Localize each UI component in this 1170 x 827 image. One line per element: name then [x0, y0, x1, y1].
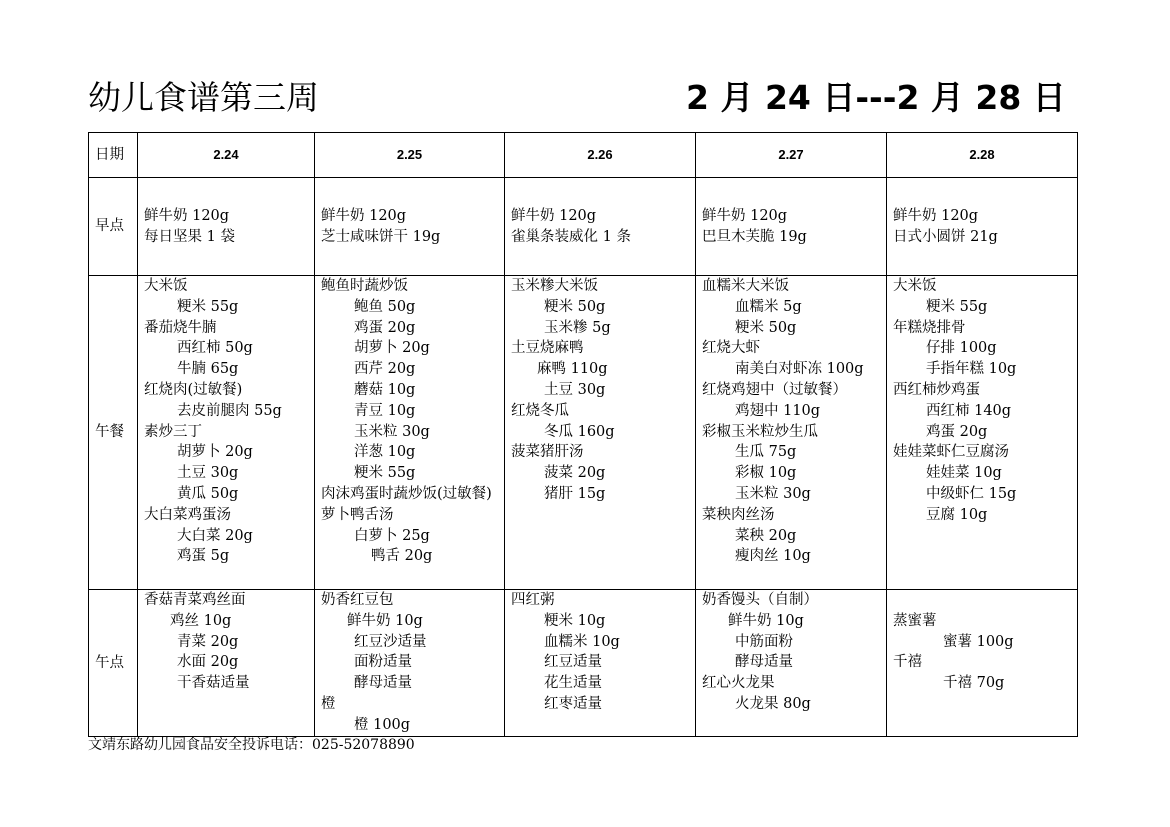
snack-cell — [887, 590, 1078, 737]
ingredient: 鸡丝 10g — [170, 612, 232, 629]
breakfast-cell — [138, 178, 315, 276]
dish-name: 玉米糁大米饭 — [511, 278, 598, 294]
date-header: 2.28 — [887, 133, 1078, 178]
ingredient: 蜜薯 100g — [943, 633, 1014, 650]
table-header-row — [89, 133, 1078, 178]
table-row — [89, 590, 1078, 737]
ingredient: 鸡蛋 20g — [354, 319, 416, 336]
ingredient: 鸭舌 20g — [371, 548, 433, 565]
dish-name: 素炒三丁 — [144, 423, 202, 440]
ingredient: 鸡翅中 110g — [735, 402, 821, 419]
ingredient: 冬瓜 160g — [544, 423, 615, 440]
table-row — [89, 276, 1078, 590]
dish-name: 肉沫鸡蛋时蔬炒饭(过敏餐) — [321, 485, 492, 502]
page-title: 幼儿食谱第三周 — [88, 78, 319, 117]
ingredient: 豆腐 10g — [926, 506, 988, 523]
ingredient: 大白菜 20g — [177, 527, 253, 544]
ingredient: 中筋面粉 — [735, 633, 793, 650]
lunch-cell — [887, 276, 1078, 590]
dish-name: 红烧肉(过敏餐) — [144, 381, 243, 398]
breakfast-cell — [887, 178, 1078, 276]
ingredient: 千禧 70g — [943, 675, 1005, 692]
date-range: 2 月 24 日---2 月 28 日 — [686, 78, 1066, 117]
ingredient: 黄瓜 50g — [177, 485, 239, 502]
breakfast-cell — [315, 178, 505, 276]
ingredient: 仔排 100g — [926, 340, 997, 357]
snack-cell — [505, 590, 696, 737]
ingredient: 红豆适量 — [544, 654, 602, 671]
ingredient: 粳米 10g — [544, 612, 606, 629]
dish-name: 大白菜鸡蛋汤 — [144, 506, 231, 523]
ingredient: 粳米 55g — [354, 465, 416, 482]
ingredient: 白萝卜 25g — [354, 527, 430, 544]
date-header: 2.25 — [315, 133, 505, 178]
ingredient: 鸡蛋 20g — [926, 423, 988, 440]
dish-name: 红心火龙果 — [702, 675, 775, 692]
ingredient: 土豆 30g — [177, 465, 239, 482]
ingredient: 干香菇适量 — [177, 675, 250, 692]
dish-name: 彩椒玉米粒炒生瓜 — [702, 423, 818, 440]
dish-name: 大米饭 — [893, 278, 937, 294]
snack-cell — [138, 590, 315, 737]
ingredient: 青豆 10g — [354, 402, 416, 419]
ingredient: 玉米粒 30g — [735, 485, 811, 502]
ingredient: 西红柿 50g — [177, 340, 253, 357]
menu-line: 日式小圆饼 21g — [893, 228, 998, 245]
dish-name: 红烧冬瓜 — [511, 402, 569, 419]
ingredient: 西芹 20g — [354, 361, 416, 378]
dish-name: 千禧 — [893, 654, 922, 671]
menu-line: 鲜牛奶 120g — [702, 207, 788, 224]
menu-line: 芝士咸味饼干 19g — [321, 228, 441, 245]
dish-name: 蒸蜜薯 — [893, 612, 937, 629]
dish-name: 菠菜猪肝汤 — [511, 444, 584, 461]
ingredient: 西红柿 140g — [926, 402, 1012, 419]
ingredient: 娃娃菜 10g — [926, 465, 1002, 482]
menu-line: 鲜牛奶 120g — [511, 207, 597, 224]
dish-name: 鲍鱼时蔬炒饭 — [321, 278, 408, 294]
ingredient: 血糯米 10g — [544, 633, 620, 650]
breakfast-cell — [696, 178, 887, 276]
lunch-cell — [696, 276, 887, 590]
row-label-lunch: 午餐 — [89, 276, 138, 590]
dish-name: 萝卜鸭舌汤 — [321, 506, 394, 523]
lunch-cell — [315, 276, 505, 590]
dish-name: 红烧鸡翅中（过敏餐） — [702, 381, 847, 398]
menu-line: 雀巢条装威化 1 条 — [511, 228, 631, 245]
dish-name: 西红柿炒鸡蛋 — [893, 381, 980, 398]
ingredient: 水面 20g — [177, 654, 239, 671]
dish-name: 橙 — [321, 695, 336, 712]
ingredient: 鲜牛奶 10g — [347, 612, 423, 629]
menu-line: 鲜牛奶 120g — [893, 207, 979, 224]
ingredient: 菠菜 20g — [544, 465, 606, 482]
ingredient: 瘦肉丝 10g — [735, 548, 811, 565]
blank-line — [893, 590, 1071, 611]
ingredient: 麻鸭 110g — [537, 361, 608, 378]
ingredient: 酵母适量 — [735, 654, 793, 671]
ingredient: 粳米 50g — [544, 298, 606, 315]
dish-name: 香菇青菜鸡丝面 — [144, 592, 246, 608]
ingredient: 鲜牛奶 10g — [728, 612, 804, 629]
ingredient: 彩椒 10g — [735, 465, 797, 482]
dish-name: 年糕烧排骨 — [893, 319, 966, 336]
lunch-cell — [138, 276, 315, 590]
menu-table — [88, 132, 1078, 737]
ingredient: 血糯米 5g — [735, 298, 802, 315]
dish-name: 红烧大虾 — [702, 340, 760, 357]
date-header: 2.24 — [138, 133, 315, 178]
ingredient: 生瓜 75g — [735, 444, 797, 461]
menu-line: 鲜牛奶 120g — [321, 207, 407, 224]
menu-line: 巴旦木芙脆 19g — [702, 228, 807, 245]
ingredient: 牛腩 65g — [177, 361, 239, 378]
dish-name: 菜秧肉丝汤 — [702, 506, 775, 523]
date-header: 2.27 — [696, 133, 887, 178]
dish-name: 奶香红豆包 — [321, 592, 394, 608]
ingredient: 粳米 55g — [177, 298, 239, 315]
ingredient: 红枣适量 — [544, 695, 602, 712]
ingredient: 玉米粒 30g — [354, 423, 430, 440]
ingredient: 胡萝卜 20g — [177, 444, 253, 461]
ingredient: 橙 100g — [354, 716, 411, 733]
ingredient: 土豆 30g — [544, 381, 606, 398]
ingredient: 蘑菇 10g — [354, 381, 416, 398]
dish-name: 娃娃菜虾仁豆腐汤 — [893, 444, 1009, 461]
menu-line: 每日坚果 1 袋 — [144, 228, 235, 245]
ingredient: 中级虾仁 15g — [926, 485, 1017, 502]
ingredient: 鲍鱼 50g — [354, 298, 416, 315]
dish-name: 血糯米大米饭 — [702, 278, 789, 294]
complaint-hotline: 文靖东路幼儿园食品安全投诉电话：025-52078890 — [88, 737, 415, 753]
ingredient: 洋葱 10g — [354, 444, 416, 461]
table-row — [89, 178, 1078, 276]
ingredient: 猪肝 15g — [544, 485, 606, 502]
dish-name: 奶香馒头（自制） — [702, 592, 818, 608]
ingredient: 火龙果 80g — [735, 695, 811, 712]
ingredient: 胡萝卜 20g — [354, 340, 430, 357]
dish-name: 大米饭 — [144, 278, 188, 294]
corner-label: 日期 — [89, 133, 138, 178]
ingredient: 红豆沙适量 — [354, 633, 427, 650]
snack-cell — [696, 590, 887, 737]
ingredient: 青菜 20g — [177, 633, 239, 650]
ingredient: 酵母适量 — [354, 675, 412, 692]
ingredient: 粳米 55g — [926, 298, 988, 315]
ingredient: 手指年糕 10g — [926, 361, 1017, 378]
ingredient: 玉米糁 5g — [544, 319, 611, 336]
snack-cell — [315, 590, 505, 737]
ingredient: 去皮前腿肉 55g — [177, 402, 282, 419]
ingredient: 菜秧 20g — [735, 527, 797, 544]
lunch-cell — [505, 276, 696, 590]
dish-name: 番茄烧牛腩 — [144, 319, 217, 336]
ingredient: 南美白对虾冻 100g — [735, 361, 864, 378]
row-label-breakfast: 早点 — [89, 178, 138, 276]
ingredient: 粳米 50g — [735, 319, 797, 336]
date-header: 2.26 — [505, 133, 696, 178]
row-label-snack: 午点 — [89, 590, 138, 737]
menu-line: 鲜牛奶 120g — [144, 207, 230, 224]
dish-name: 四红粥 — [511, 592, 555, 608]
ingredient: 花生适量 — [544, 675, 602, 692]
ingredient: 鸡蛋 5g — [177, 548, 230, 565]
ingredient: 面粉适量 — [354, 654, 412, 671]
dish-name: 土豆烧麻鸭 — [511, 340, 584, 357]
breakfast-cell — [505, 178, 696, 276]
